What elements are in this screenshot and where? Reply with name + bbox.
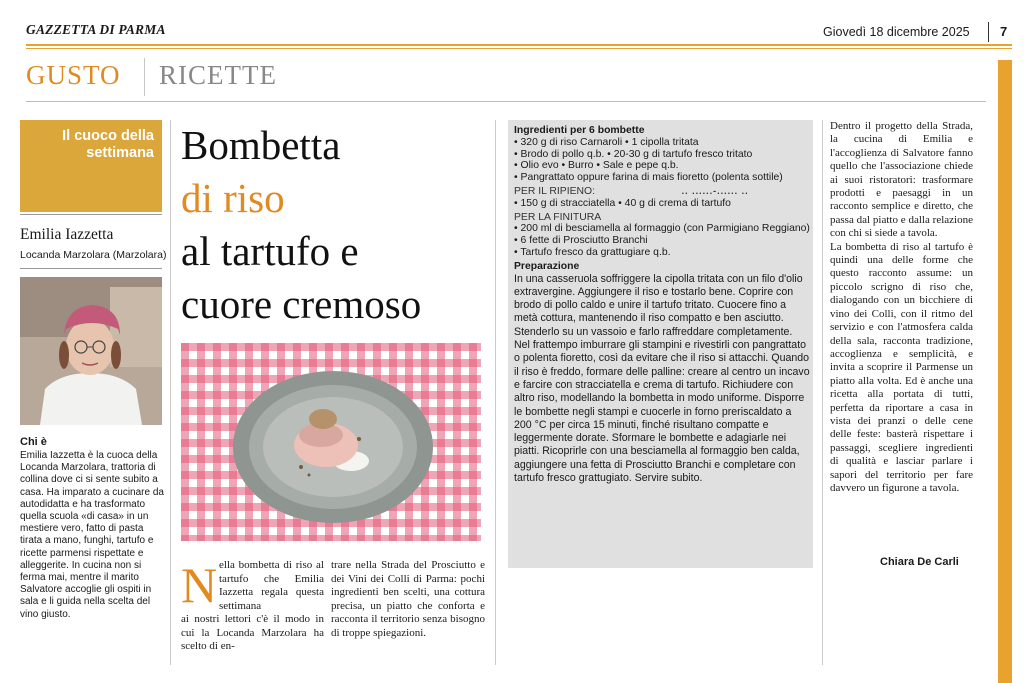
finish-line: • 200 ml di besciamella al formaggio (con Parmigiano Reggiano)	[514, 223, 810, 235]
section-title: GUSTO	[26, 60, 121, 90]
chef-name: Emilia Iazzetta	[20, 226, 114, 243]
headline-line-2: di riso	[181, 175, 285, 221]
section-rule	[26, 101, 986, 102]
paragraph: La bombetta di riso al tartufo è quindi una delle forme che questo racconto assume: un piccolo scrigno di riso che, dialogando con un bicchiere di vino dei Colli, con il ritmo del servizio e con l'atmosfera calda della sala, racconta tradizione, accoglienza e semplicità, e invita a scoprire il Parmense un piatto alla volta. Ed è anche una ricetta alla portata di tutti, perfetta da riportare a casa in vista dei pranzi o delle cene delle feste: basterà rispettare i passaggi, scegliere ingredienti di qualità e lasciar parlare i sapori del territorio per fare davvero un figurone a tavola.	[830, 240, 973, 494]
section-subtitle: RICETTE	[159, 60, 277, 90]
filling-title: PER IL RIPIENO: .. ......-...... ..	[514, 185, 749, 197]
paragraph: Dentro il progetto della Strada, la cucina di Emilia e l'accoglienza di Salvatore fanno quello che l'associazione chiede ai suoi ristoratori: trasformare prodotti e paesaggi in un racconto semplice e diretto, che passa dal piatto e dalla relazione con chi si siede a tavola.	[830, 120, 973, 240]
article-text-1a: ella bombetta di riso al tartufo che Emilia Iazzetta regala questa settimana	[219, 559, 324, 612]
dish-photo	[181, 343, 481, 541]
preparation-text: In una casseruola soffriggere la cipolla tritata con un filo d'olio extravergine. Aggiungere il riso e tostarlo bene. Coprire con brodo di pollo caldo e unire il tartufo tritato. Cuocere fino a metà cottura, mantenendo il riso compatto e ben asciutto. Stenderlo su un vassoio e farlo raffreddare completamente. Nel frattempo imburrare gli stampini e rivestirli con pangrattato o polenta fioretto, così da evitare che il riso si attacchi. Quando il riso è freddo, formare delle palline: creare al centro un incavo e farcire con stracciatella e crema di tartufo. Richiudere con altro riso, modellando la bombetta in modo uniforme. Disporre le bombette negli stampi e cuocerle in forno preriscaldato a 200 °C per circa 15 minuti, finché risultano compatte e leggermente dorate. Sformare le bombette e adagiarle nei piatti. Ricoprirle con una besciamella al formaggio ben calda, aggiungere una fetta di Prosciutto Branchi e completare con tartufo fresco grattugiato. Servire subito.	[514, 272, 810, 485]
article-text-2: trare nella Strada del Prosciutto e dei Vini dei Colli di Parma: pochi ingredienti ben scelti, una cottura precisa, un piatto che conforta e racconta il territorio senza bisogno di troppe spiegazioni.	[331, 559, 485, 639]
preparation-title: Preparazione	[514, 260, 580, 272]
ingredients-title: Ingredienti per 6 bombette	[514, 125, 645, 136]
page-number: 7	[1000, 24, 1008, 39]
finish-title: PER LA FINITURA	[514, 211, 602, 223]
ingredient-line: • Olio evo • Burro • Sale e pepe q.b.	[514, 160, 679, 172]
headline-line-1: Bombetta	[181, 122, 341, 168]
chef-bio: Emilia Iazzetta è la cuoca della Locanda Marzolara, trattoria di collina dove ci si sente subito a casa. Ha imparato a cucinare da autodidatta e ha trasformato quella scuola «di casa» in un mestiere vero, fatto di pasta tirata a mano, funghi, tartufo e ricette parmensi rispettate e alleggerite. In cucina non si ferma mai, mentre il marito Salvatore accoglie gli ospiti in sala e li guida nella scelta del vino giusto.	[20, 450, 164, 620]
finish-line: • Tartufo fresco da grattugiare q.b.	[514, 246, 671, 258]
divider	[20, 268, 162, 269]
drop-cap: N	[181, 557, 218, 613]
bio-title: Chi è	[20, 436, 47, 448]
ingredient-line: • Pangrattato oppure farina di mais fioretto (polenta sottile)	[514, 172, 783, 184]
header-divider	[988, 22, 989, 42]
column-rule	[170, 120, 171, 665]
finish-line: • 6 fette di Prosciutto Branchi	[514, 235, 648, 247]
masthead: GAZZETTA DI PARMA	[26, 22, 166, 37]
column-rule	[495, 120, 496, 665]
divider	[20, 214, 162, 215]
page-edge-bar	[998, 60, 1012, 683]
header-rule-thin	[26, 48, 1012, 49]
author-signature: Chiara De Carli	[880, 556, 959, 568]
issue-date: Giovedì 18 dicembre 2025	[823, 25, 970, 39]
chef-photo	[20, 277, 162, 425]
header-rule	[26, 44, 1012, 46]
chef-of-week-label: Il cuoco della settimana	[62, 128, 154, 161]
headline-line-4: cuore cremoso	[181, 281, 422, 327]
filling-line: • 150 g di stracciatella • 40 g di crema di tartufo	[514, 197, 731, 209]
ingredient-line: • 320 g di riso Carnaroli • 1 cipolla tritata	[514, 136, 699, 148]
right-column-text	[830, 120, 973, 495]
column-rule	[822, 120, 823, 665]
article-text-1b: ai nostri lettori c'è il modo in cui la Locanda Marzolara ha scelto di en-	[181, 613, 324, 652]
filling-dots: .. ......-...... ..	[681, 185, 749, 196]
ingredient-line: • Brodo di pollo q.b. • 20-30 g di tartufo fresco tritato	[514, 148, 753, 160]
restaurant-name: Locanda Marzolara (Marzolara)	[20, 249, 167, 261]
headline-line-3: al tartufo e	[181, 228, 359, 274]
recipe-text	[514, 125, 810, 485]
section-divider	[144, 58, 145, 96]
